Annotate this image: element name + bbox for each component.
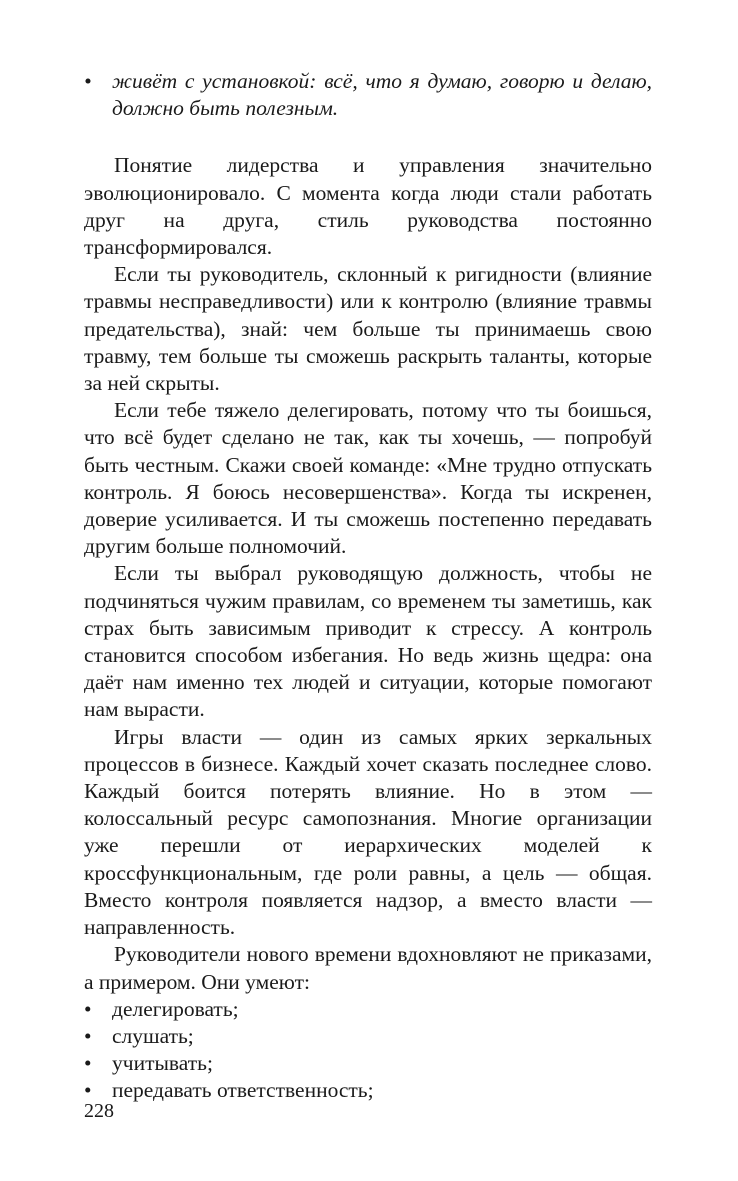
paragraph-2: Если ты руководитель, склонный к ригидности (влияние травмы несправедливости) или к контролю (влияние травмы предательства), знай: чем больше ты принимаешь свою травму, тем больше ты сможешь раскрыть таланты, которые за ней скрыты. xyxy=(84,262,652,396)
top-bullet-item xyxy=(84,68,652,122)
list-item-text: передавать ответственность; xyxy=(112,1078,374,1103)
paragraph-4: Если ты выбрал руководящую должность, чтобы не подчиняться чужим правилам, со временем ты заметишь, как страх быть зависимым приводит к стрессу. А контроль становится способом избегания. Но ведь жизнь щедра: она даёт нам именно тех людей и ситуации, которые помогают нам вырасти. xyxy=(84,561,652,722)
list-item xyxy=(84,1077,652,1104)
paragraph-6: Руководители нового времени вдохновляют не приказами, а примером. Они умеют: xyxy=(84,942,652,994)
bullet-mark: • xyxy=(84,69,92,93)
list-item xyxy=(84,996,652,1023)
page-body xyxy=(84,68,652,1105)
bullet-mark: • xyxy=(84,996,92,1021)
bullet-mark: • xyxy=(84,1078,92,1103)
top-bullet-text: живёт с установкой: всё, что я думаю, говорю и делаю, должно быть полезным. xyxy=(112,69,652,121)
section-gap xyxy=(84,122,652,152)
paragraph-3: Если тебе тяжело делегировать, потому что ты боишься, что всё будет сделано не так, как ты хочешь, — попробуй быть честным. Скажи своей команде: «Мне трудно отпускать контроль. Я боюсь несовершенства». Когда ты искренен, доверие усиливается. И ты сможешь постепенно передавать другим больше полномочий. xyxy=(84,398,652,559)
list-item-text: слушать; xyxy=(112,1023,194,1048)
page-number: 228 xyxy=(84,1100,114,1122)
list-item-text: учитывать; xyxy=(112,1051,213,1076)
list-item xyxy=(84,1023,652,1050)
bullet-mark: • xyxy=(84,1051,92,1076)
list-item-text: делегировать; xyxy=(112,996,239,1021)
list-item xyxy=(84,1050,652,1077)
paragraph-5: Игры власти — один из самых ярких зеркальных процессов в бизнесе. Каждый хочет сказать последнее слово. Каждый боится потерять влияние. Но в этом — колоссальный ресурс самопознания. Многие организации уже перешли от иерархических моделей к кроссфункциональным, где роли равны, а цель — общая. Вместо контроля появляется надзор, а вместо власти — направленность. xyxy=(84,724,652,940)
paragraph-1: Понятие лидерства и управления значительно эволюционировало. С момента когда люди стали работать друг на друга, стиль руководства постоянно трансформировался. xyxy=(84,153,652,260)
bullet-mark: • xyxy=(84,1023,92,1048)
skills-list xyxy=(84,996,652,1105)
